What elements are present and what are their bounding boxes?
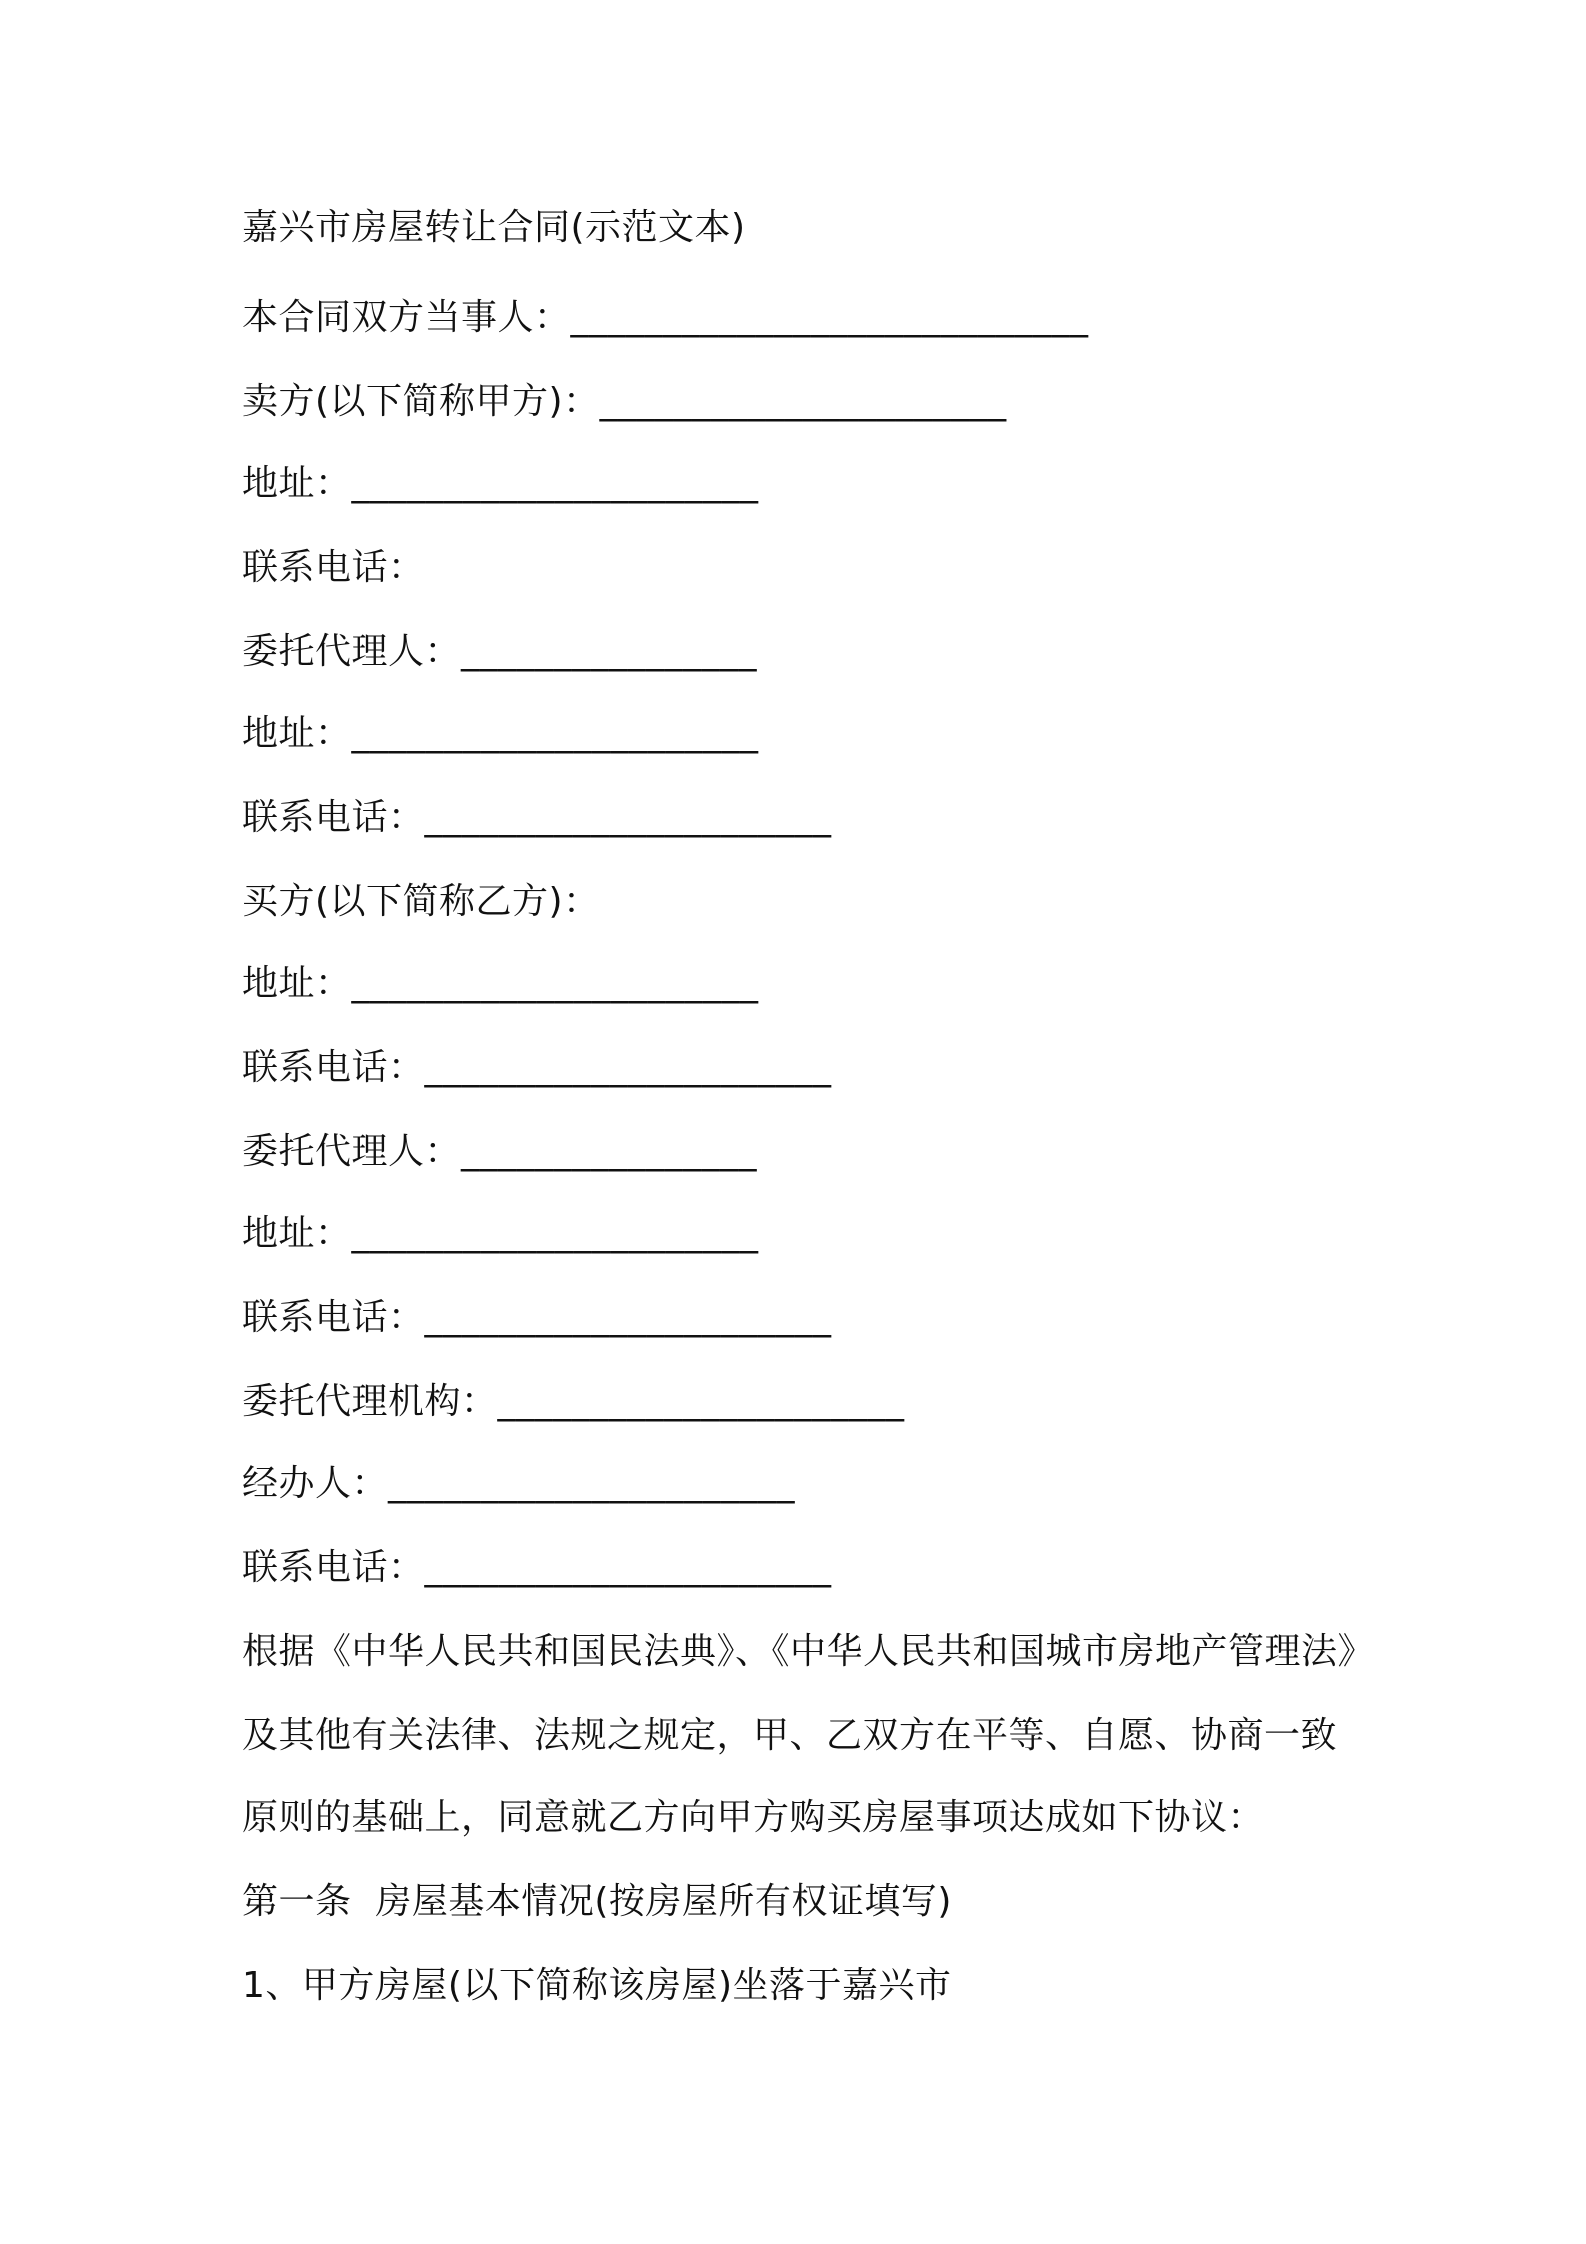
handler-phone-line: 联系电话：______________________: [242, 1547, 832, 1588]
seller-agent-phone-line: 联系电话：______________________: [242, 797, 832, 838]
buyer-line: 买方(以下简称乙方)：: [242, 881, 600, 922]
seller-agent-address-line: 地址：______________________: [242, 713, 759, 754]
agency-line: 委托代理机构：______________________: [242, 1381, 905, 1422]
buyer-agent-address-line: 地址：______________________: [242, 1213, 759, 1254]
seller-address-line: 地址：______________________: [242, 463, 759, 504]
buyer-agent-line: 委托代理人：________________: [242, 1131, 758, 1172]
article-1-item-1: 1、甲方房屋(以下简称该房屋)坐落于嘉兴市: [242, 1965, 952, 2006]
seller-phone-line: 联系电话：: [242, 547, 425, 588]
preamble-line-1: 根据《中华人民共和国民法典》、《中华人民共和国城市房地产管理法》: [242, 1631, 1375, 1672]
seller-agent-line: 委托代理人：________________: [242, 631, 758, 672]
document-title: 嘉兴市房屋转让合同(示范文本): [242, 207, 746, 248]
handler-line: 经办人：______________________: [242, 1463, 796, 1504]
buyer-address-line: 地址：______________________: [242, 963, 759, 1004]
parties-line: 本合同双方当事人：____________________________: [242, 297, 1089, 338]
buyer-phone-line: 联系电话：______________________: [242, 1047, 832, 1088]
buyer-agent-phone-line: 联系电话：______________________: [242, 1297, 832, 1338]
article-1-heading: 第一条 房屋基本情况(按房屋所有权证填写): [242, 1881, 952, 1922]
preamble-line-2: 及其他有关法律、法规之规定，甲、乙双方在平等、自愿、协商一致: [242, 1715, 1338, 1756]
seller-line: 卖方(以下简称甲方)：______________________: [242, 381, 1007, 422]
preamble-line-3: 原则的基础上，同意就乙方向甲方购买房屋事项达成如下协议：: [242, 1797, 1265, 1838]
